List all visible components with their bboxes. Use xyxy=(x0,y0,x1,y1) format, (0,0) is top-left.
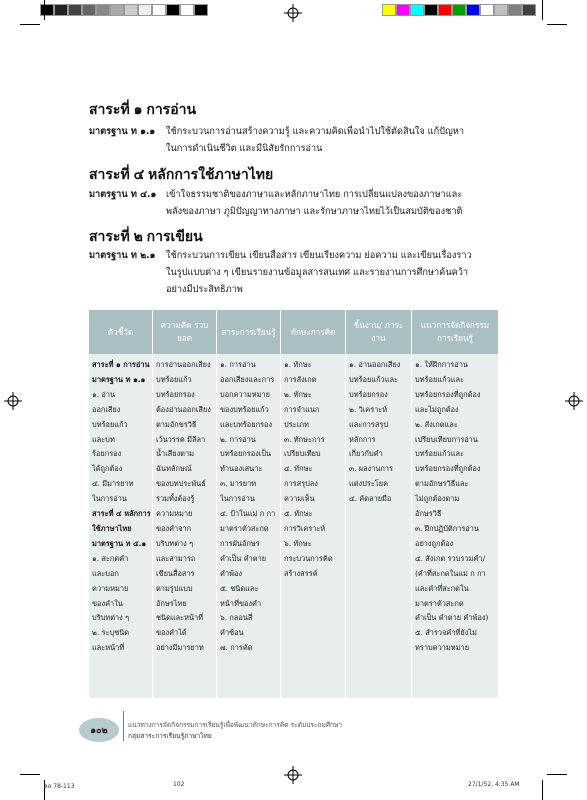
table-cell-line: ออกเสียง xyxy=(92,404,121,414)
crop-mark xyxy=(20,24,40,25)
header-thinking-skills: ทักษะการคิด xyxy=(281,310,346,354)
table-cell-line: ๓. ฝึกปฏิบัติการอ่าน xyxy=(415,523,479,533)
table-cell-line: ๖. กลอนสี่ xyxy=(220,613,253,623)
table-cell-line: บทร้อยกรอง xyxy=(349,389,388,399)
table-cell-line: การผันอักษร xyxy=(220,538,260,548)
table-cell-line: ๔. ทักษะ xyxy=(284,464,313,474)
header-indicator: ตัวชี้วัด xyxy=(89,310,153,354)
table-cell-line: ๕. ชนิดและ xyxy=(220,583,259,593)
table-cell-line: แต่งประโยค xyxy=(349,479,389,489)
table-cell-line: บทร้อยแก้วและ xyxy=(415,449,464,459)
table-cell-line: ๑. อ่านออกเสียง xyxy=(349,360,401,369)
table-cell-line: ทำนองเสนาะ xyxy=(220,464,263,474)
column-thinking-skills xyxy=(281,354,346,698)
table-cell-line: การจำแนก xyxy=(284,404,320,414)
table-cell-line: มาตรฐาน ท ๑.๑ xyxy=(92,374,146,384)
table-cell-line: บทร้อยกรองที่ถูกต้อง xyxy=(415,464,481,474)
table-cell-line: อักษรวิธี xyxy=(415,509,442,519)
color-swatch xyxy=(396,4,410,16)
crop-mark xyxy=(44,0,45,20)
standard-line: อย่างมีประสิทธิภาพ xyxy=(166,284,243,295)
slug-page: 102 xyxy=(173,781,185,788)
table-cell-line: ๗. การคัด xyxy=(220,643,253,653)
table-cell-line: คำเป็น คำตาย คำพ้อง) xyxy=(415,613,489,623)
table-cell-line: ตามอักษรวิธีและ xyxy=(415,479,469,489)
table-cell-line: น้ำเสียงตาม xyxy=(156,449,194,459)
crop-mark xyxy=(20,774,40,775)
table-cell-line: ได้ถูกต้อง xyxy=(92,464,123,474)
table-cell-line: รวมทั้งต้องรู้ xyxy=(156,494,195,504)
registration-mark-icon xyxy=(284,766,302,784)
color-swatch xyxy=(424,4,438,16)
table-cell-line: ความหมาย xyxy=(92,583,129,593)
table-cell-line: และการสรุป xyxy=(349,419,389,429)
table-cell-line: ของคำจาก xyxy=(156,523,192,533)
table-cell-line: ความเห็น xyxy=(284,494,315,504)
column-activities xyxy=(412,354,498,698)
table-cell-line: ชนิดและหน้าที่ xyxy=(156,613,204,623)
table-cell-line: ในการอ่าน xyxy=(220,494,255,504)
table-cell-line: ในการอ่าน xyxy=(92,494,127,504)
standard-label: มาตรฐาน ท ๔.๑ xyxy=(89,189,157,200)
table-cell-line: (คำที่สะกดในแม่ ก กา xyxy=(415,568,486,578)
registration-mark-icon xyxy=(284,4,302,22)
color-swatch xyxy=(382,4,396,16)
table-cell-line: การสังเกต xyxy=(284,374,317,384)
table-cell-line: ๒. การอ่าน xyxy=(220,434,256,444)
table-cell-line: บอกความหมาย xyxy=(220,389,270,399)
color-swatch xyxy=(508,4,522,16)
table-cell-line: ใช้ภาษาไทย xyxy=(92,523,132,533)
table-cell-line: ๑. อ่าน xyxy=(92,389,116,399)
table-cell-line: ตามอักขรวิธี xyxy=(156,419,197,429)
table-cell-line: มาตราตัวสะกด xyxy=(220,523,269,533)
table-cell-line: มาตราตัวสะกด xyxy=(415,598,464,608)
table-header xyxy=(89,310,498,354)
table-cell-line: ๓. ผลงานการ xyxy=(349,464,394,474)
table-body xyxy=(89,354,498,698)
table-cell-line: มาตรฐาน ท ๔.๑ xyxy=(92,538,147,548)
table-cell-line: ๔. คัดลายมือ xyxy=(349,494,392,504)
table-cell-line: ๔. ป้าในแม่ ก กา xyxy=(220,509,276,519)
standard-line: ใช้กระบวนการอ่านสร้างความรู้ และความคิดเพื่อนำไปใช้ตัดสินใจ แก้ปัญหา xyxy=(166,126,465,137)
column-indicators xyxy=(89,354,153,698)
table-cell-line: ของบทประพันธ์ xyxy=(156,479,206,489)
color-swatch xyxy=(438,4,452,16)
table-cell-line: สาระที่ ๑ การอ่าน xyxy=(92,360,150,369)
table-cell-line: บทร้อยกรอง xyxy=(156,389,195,399)
table-cell-line: ร้อยกรอง xyxy=(92,449,122,459)
table-cell-line: ๖. ทักษะ xyxy=(284,538,312,548)
standard-line: ในการดำเนินชีวิต และมีนิสัยรักการอ่าน xyxy=(166,143,323,154)
table-cell-line: ฉันทลักษณ์ xyxy=(156,464,192,474)
table-cell-line: ๒. วิเคราะห์ xyxy=(349,404,388,414)
column-tasks xyxy=(346,354,412,698)
color-registration-bar xyxy=(382,4,536,16)
table-cell-line: ๓. มารยาท xyxy=(220,479,257,489)
color-swatch xyxy=(480,4,494,16)
header-activities: แนวการจัดกิจกรรม การเรียนรู้ xyxy=(420,320,490,343)
table-cell-line: คำพ้อง xyxy=(220,568,243,578)
table-cell-line: ๕. สำรวจคำที่ยังไม่ xyxy=(415,628,477,638)
table-cell-line: คำซ้อน xyxy=(220,628,244,638)
table-cell-line: เกี่ยวกับคำ xyxy=(349,449,383,459)
table-cell-line: และไม่ถูกต้อง xyxy=(415,404,459,414)
table-cell-line: หลักการ xyxy=(349,434,376,444)
standard-line: เข้าใจธรรมชาติของภาษาและหลักภาษาไทย การเปลี่ยนแปลงของภาษาและ xyxy=(166,189,463,200)
color-swatch xyxy=(494,4,508,16)
crop-mark xyxy=(547,774,567,775)
color-swatch xyxy=(452,4,466,16)
table-cell-line: ๑. การอ่าน xyxy=(220,360,256,369)
standard-line: พลังของภาษา ภูมิปัญญาทางภาษา และรักษาภาษาไทยไว้เป็นสมบัติของชาติ xyxy=(166,206,463,217)
table-cell-line: บทร้อยแก้วและ xyxy=(415,374,464,384)
header-concept: ความคิด รวบยอด xyxy=(153,310,217,354)
standard-line: ใช้กระบวนการเขียน เขียนสื่อสาร เขียนเรียงความ ย่อความ และเขียนเรื่องราว xyxy=(166,250,472,261)
table-cell-line: ๕. ทักษะ xyxy=(284,509,313,519)
table-cell-line: ต้องอ่านออกเสียง xyxy=(156,404,211,414)
table-cell-line: ทราบความหมาย xyxy=(415,643,470,653)
table-cell-line: อักษรไทย xyxy=(156,598,187,608)
table-cell-line: ๔. สังเกต รวบรวมคำ/ xyxy=(415,553,485,563)
table-cell-line: ๔. มีมารยาท xyxy=(92,479,134,489)
table-cell-line: สร้างสรรค์ xyxy=(284,568,318,578)
table-cell-line: บทร้อยกรองที่ถูกต้อง xyxy=(415,389,481,399)
standard-text xyxy=(166,123,511,157)
registration-mark-icon xyxy=(565,392,583,410)
standard-label: มาตรฐาน ท ๑.๑ xyxy=(89,126,156,137)
standard-text xyxy=(166,186,511,220)
standard-label: มาตรฐาน ท ๒.๑ xyxy=(89,250,156,261)
table-cell-line: อย่างถูกต้อง xyxy=(415,538,454,548)
slug-timestamp: 27/1/52, 4:35 AM xyxy=(468,781,520,788)
table-cell-line: บทร้อยแก้ว xyxy=(92,419,128,429)
section-title: สาระที่ ๑ การอ่าน xyxy=(89,101,197,117)
table-cell-line: และคำที่สะกดใน xyxy=(415,583,469,593)
table-cell-line: ๑. ทักษะ xyxy=(284,360,312,369)
table-cell-line: ๒. ระบุชนิด xyxy=(92,628,130,638)
table-cell-line: ๒. สังเกตและ xyxy=(415,419,458,429)
header-content: สาระการเรียนรู้ xyxy=(217,310,281,354)
section-title: สาระที่ ๔ หลักการใช้ภาษาไทย xyxy=(89,166,274,182)
standard-text xyxy=(166,247,511,298)
color-swatch xyxy=(466,4,480,16)
table-cell-line: ประเภท xyxy=(284,419,309,429)
table-cell-line: การอ่านออกเสียง xyxy=(156,360,211,369)
table-cell-line: ไม่ถูกต้องตาม xyxy=(415,494,460,504)
table-cell-line: การสรุปลง xyxy=(284,479,318,489)
table-cell-line: และบอก xyxy=(92,568,119,578)
table-cell-line: สาระที่ ๔ หลักการ xyxy=(92,509,151,519)
table-cell-line: บทร้อยแก้วและ xyxy=(349,374,398,384)
table-cell-line: บทร้อยแก้ว xyxy=(156,374,192,384)
footer-divider xyxy=(123,711,124,741)
gray-registration-bar xyxy=(40,4,208,16)
crop-mark xyxy=(542,0,543,20)
table-cell-line: ๓. ทักษะการ xyxy=(284,434,325,444)
table-cell-line: เปรียบเทียบ xyxy=(284,449,321,459)
table-cell-line: เปรียบเทียบการอ่าน xyxy=(415,434,478,444)
footer-subject: กลุ่มสาระการเรียนรู้ภาษาไทย xyxy=(128,732,212,740)
table-cell-line: และบท xyxy=(92,434,115,444)
table-cell-line: หน้าที่ของคำ xyxy=(220,598,262,608)
table-cell-line: เว้นวรรค มีลีลา xyxy=(156,434,206,444)
standard-line: ในรูปแบบต่าง ๆ เขียนรายงานข้อมูลสารสนเทศ และรายงานการศึกษาค้นคว้า xyxy=(166,267,469,278)
color-swatch xyxy=(522,4,536,16)
footer-book-title: แนวทางการจัดกิจกรรมการเรียนรู้เพื่อพัฒนาทักษะการคิด ระดับประถมศึกษา xyxy=(128,721,343,729)
table-cell-line: คำเป็น คำตาย xyxy=(220,553,267,563)
table-cell-line: ๑. สะกดคำ xyxy=(92,553,129,563)
registration-mark-icon xyxy=(4,392,22,410)
section-title: สาระที่ ๒ การเขียน xyxy=(89,228,203,244)
table-cell-line: ตามรูปแบบ xyxy=(156,583,193,593)
header-tasks: ชิ้นงาน/ ภาระงาน xyxy=(346,310,412,354)
learning-plan-table xyxy=(89,310,498,698)
page-number: ๑๐๒ xyxy=(79,718,119,742)
crop-mark xyxy=(547,24,567,25)
table-cell-line: ๑. ให้ฝึกการอ่าน xyxy=(415,360,468,369)
column-concepts xyxy=(153,354,217,698)
table-cell-line: บริบทต่าง ๆ xyxy=(92,613,130,623)
table-cell-line: ความหมาย xyxy=(156,509,193,519)
column-content xyxy=(217,354,281,698)
slug-file: ลล 78-113 xyxy=(44,783,75,790)
table-cell-line: อย่างมีมารยาท xyxy=(156,643,204,653)
table-cell-line: ออกเสียงและการ xyxy=(220,374,275,384)
table-cell-line: และสามารถ xyxy=(156,553,196,563)
table-cell-line: ของคำใน xyxy=(92,598,123,608)
table-cell-line: และหน้าที่ xyxy=(92,643,125,653)
table-cell-line: กระบวนการคิด xyxy=(284,553,333,563)
table-cell-line: ของคำได้ xyxy=(156,628,187,638)
table-cell-line: ของบทร้อยแก้ว xyxy=(220,404,269,414)
table-cell-line: บริบทต่าง ๆ xyxy=(156,538,194,548)
table-cell-line: การวิเคราะห์ xyxy=(284,523,326,533)
table-cell-line: บทร้อยกรองเป็น xyxy=(220,449,272,459)
table-cell-line: และบทร้อยกรอง xyxy=(220,419,273,429)
color-swatch xyxy=(410,4,424,16)
table-cell-line: ๒. ทักษะ xyxy=(284,389,312,399)
crop-mark xyxy=(542,780,543,800)
table-cell-line: เขียนสื่อสาร xyxy=(156,568,195,578)
